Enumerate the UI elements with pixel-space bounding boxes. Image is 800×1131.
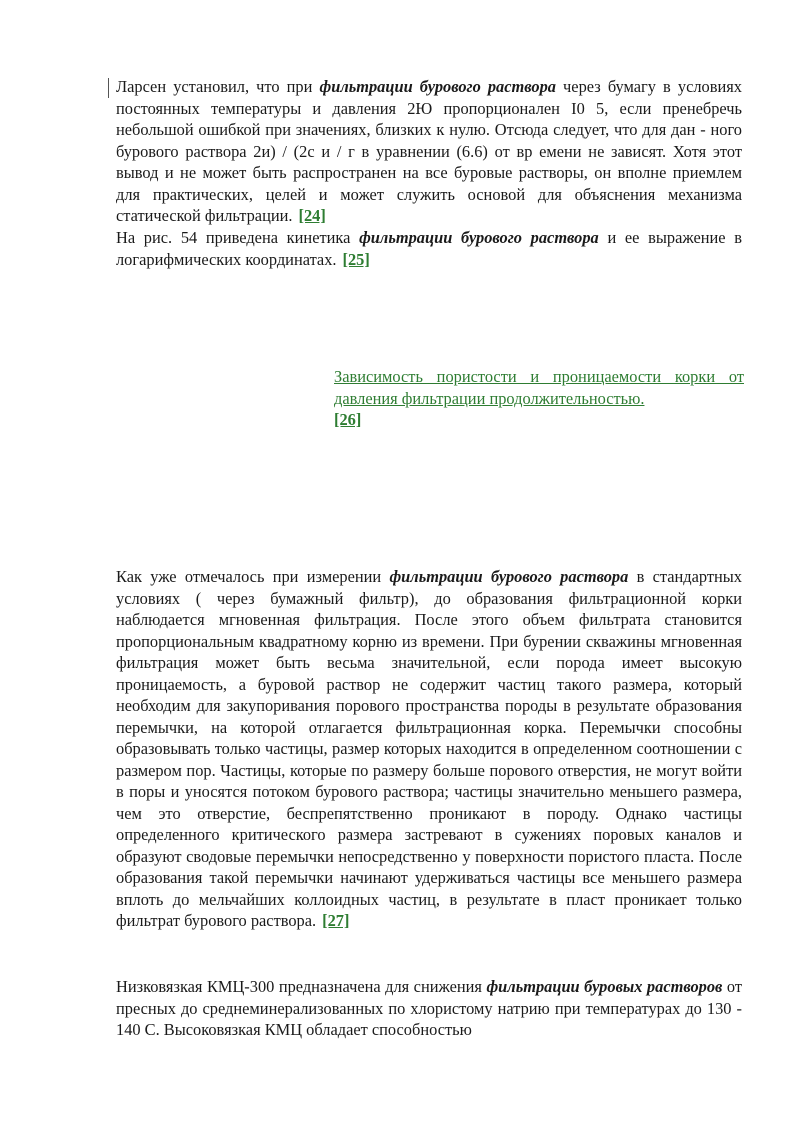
figure-caption-link[interactable] bbox=[334, 366, 744, 431]
highlighted-term: фильтрации бурового раствора bbox=[319, 77, 556, 96]
paragraph-text: Низковязкая КМЦ-300 предназначена для снижения bbox=[116, 977, 487, 996]
paragraph-text: Как уже отмечалось при измерении bbox=[116, 567, 390, 586]
paragraph-text: от пресных до среднеминерализованных по хлористому натрию при температурах до 130 - 140 С. Высоковязкая КМЦ обладает способностью bbox=[116, 977, 742, 1039]
paragraph-kinetics bbox=[116, 227, 742, 270]
reference-link-26[interactable]: [26] bbox=[334, 410, 362, 429]
paragraph-text: и ее выражение в логарифмических координатах. bbox=[116, 228, 742, 269]
highlighted-term: фильтрации бурового раствора bbox=[389, 567, 629, 586]
paragraph-instant-filtration bbox=[116, 566, 742, 932]
paragraph-larsen bbox=[116, 76, 742, 227]
text-cursor bbox=[108, 78, 109, 98]
paragraph-cmc bbox=[116, 976, 742, 1041]
reference-link-27[interactable]: [27] bbox=[322, 911, 350, 930]
paragraph-text: Ларсен установил, что при bbox=[116, 77, 320, 96]
figure-caption-text[interactable]: Зависимость пористости и проницаемости корки от давления фильтрации продолжительностью. bbox=[334, 367, 744, 408]
highlighted-term: фильтрации буровых растворов bbox=[486, 977, 723, 996]
paragraph-text: через бумагу в условиях постоянных температуры и давления 2Ю пропорционален I0 5, если пренебречь небольшой ошибкой при значениях, близких к нулю. Отсюда следует, что для дан - ного бурового раствора 2и) / (2с и / г в уравнении (6.6) от вр емени не зависят. Хотя этот вывод и не может быть распространен на все буровые растворы, он вполне приемлем для практических, целей и может служить основой для объяснения механизма статической фильтрации. bbox=[116, 77, 742, 225]
highlighted-term: фильтрации бурового раствора bbox=[359, 228, 599, 247]
reference-link-24[interactable]: [24] bbox=[298, 206, 326, 225]
reference-link-25[interactable]: [25] bbox=[342, 249, 370, 269]
paragraph-text: На рис. 54 приведена кинетика bbox=[116, 228, 360, 247]
paragraph-text: в стандартных условиях ( через бумажный фильтр), до образования фильтрационной корки наблюдается мгновенная фильтрация. После этого объем фильтрата становится пропорциональным квадратному корню из времени. При бурении скважины мгновенная фильтрация может быть весьма значительной, если порода имеет высокую проницаемость, а буровой раствор не содержит частиц такого размера, который необходим для закупоривания порового пространства породы в результате образования перемычки, на которой отлагается фильтрационная корка. Перемычки способны образовывать только частицы, размер которых находится в определенном соотношении с размером пор. Частицы, которые по размеру больше порового отверстия, не могут войти в поры и уносятся потоком бурового раствора; частицы значительно меньшего размера, чем это отверстие, беспрепятственно проникают в породу. Однако частицы определенного критического размера застревают в сужениях поровых каналов и образуют сводовые перемычки непосредственно у поверхности пористого пласта. После образования такой перемычки начинают удерживаться частицы все меньшего размера вплоть до мельчайших коллоидных частиц, в результате в пласт проникает только фильтрат бурового раствора. bbox=[116, 567, 742, 930]
